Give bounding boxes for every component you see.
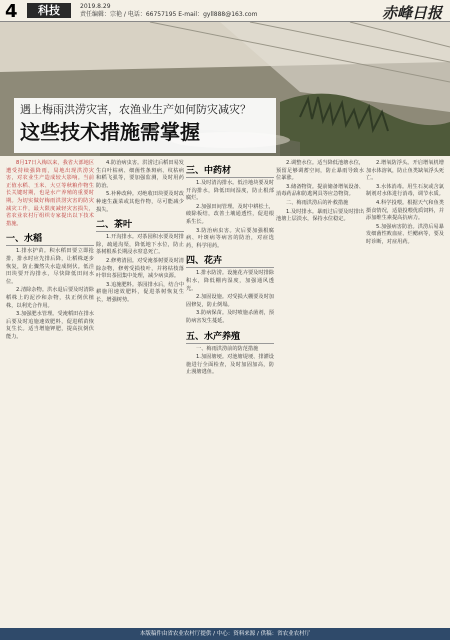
article-paragraph: 1.及时排水。暴雨过后要及时排出池塘上层淡水，保持水位稳定。 [276,208,364,223]
section-heading-herbs: 三、中药材 [186,163,274,178]
article-paragraph: 2.调整水位。适当降低池塘水位，预留足够调蓄空间，防止暴雨导致水位暴涨。 [276,160,364,182]
article-paragraph: 3.储备物资。提前储备增氧设备、消毒药品和防逃网具等应急物资。 [276,183,364,198]
article-paragraph: 1.排水防涝。设施花卉要及时排除积水，降低棚内湿度，加强通风透光。 [186,270,274,292]
article-paragraph: 2.加固设施。对受损大棚要及时加固修复，防止倒塌。 [186,294,274,308]
article-paragraph: 二、梅雨洪涝后的补救措施 [286,199,349,206]
article-paragraph: 2.清除杂物。洪水退后要及时清除稻株上的泥沙和杂物，扶正倒伏植株，以利光合作用。 [6,287,94,309]
article-paragraph: 4.防治病虫害。洪涝过后稻田易发生白叶枯病、细菌性条斑病、纹枯病和稻飞虱等，要加强监测，及时用药防治。 [96,160,184,189]
issue-meta [80,3,257,19]
section-heading-aquaculture: 五、水产养殖 [186,329,274,344]
article-paragraph: 一、梅雨洪涝前的防范措施 [196,345,259,352]
article-paragraph: 3.水体消毒。用生石灰或含氯制剂对水体进行消毒，调节水质。 [366,183,444,198]
headline-subtitle: 遇上梅雨洪涝灾害，农渔业生产如何防灾减灾？ [20,103,251,116]
intro-paragraph: 8月17日入梅以来，我省大部地区遭受持续强降雨，局地出现洪涝灾害，对农业生产造成较大影响。当前正值水稻、玉米、大豆等秋粮作物生长关键时期，也是水产养殖的重要时期。为切实做好梅雨洪涝灾害的防灾减灾工作，最大限度减轻灾害损失，省农业农村厅组织专家提出以下技术措施。 [6,160,94,227]
masthead [0,0,450,22]
page-number: 4 [5,1,18,22]
column-2 [96,160,184,306]
column-5 [366,160,444,248]
headline-title: 这些技术措施需掌握 [20,120,200,144]
article-paragraph: 2.修剪清园。对受淹茶树要及时清除杂物，修剪受损枝叶，并将枯枝落叶带出茶园集中处理，减少病虫源。 [96,257,184,280]
article-paragraph: 3.追施肥料。茶园排水后，结合中耕施用速效肥料，促进茶树恢复生长，增强树势。 [96,281,184,303]
article-paragraph: 1.加固塘埂。对池塘堤埂、排灌设施进行全面检查，及时加固加高，防止漫塘逃鱼。 [186,354,274,376]
section-tag: 科技 [27,3,71,18]
section-heading-flowers: 四、花卉 [186,253,274,268]
section-heading-tea: 二、茶叶 [96,217,184,232]
article-paragraph: 4.科学投喂。根据天气和鱼类摄食情况，适量投喂优质饲料，并添加维生素提高抗病力。 [366,199,444,222]
column-4 [276,160,364,225]
article-paragraph: 3.防病保苗。及时喷施杀菌剂，预防病害发生蔓延。 [186,310,274,324]
headline-box [14,98,276,153]
article-paragraph: 1.开沟排水。对茶园积水要及时排除，疏通沟渠，降低地下水位，防止茶树根系长期浸水窒息死亡。 [96,234,184,256]
column-1 [6,160,94,342]
editor-contact: 责任编辑：宗艳 / 电话：66757195 E-mail：gyll888@163.com [80,11,258,18]
article-paragraph: 3.防治病虫害。灾后要加强根腐病、叶斑病等病害的防治，对症选药，科学用药。 [186,227,274,249]
newspaper-logo: 赤峰日报 [381,4,442,22]
article-paragraph: 1.排水护苗。积水稻田要立即抢排，排水时应先排后降，让稻株逐步恢复，防止骤然失水造成倒伏。低洼田块要开沟排水，尽快降低田间水位。 [6,248,94,285]
article-paragraph: 3.加强肥水管理。受淹稻田在排水后要及时追施速效肥料，促进稻苗恢复生长。适当增施钾肥，提高抗倒伏能力。 [6,311,94,340]
article-paragraph: 5.补种改种。对绝收田块要及时改种速生蔬菜或其他作物，尽可能减少损失。 [96,191,184,213]
article-paragraph: 1.及时清沟排水。低洼地块要及时开沟排水，降低田间湿度，防止根部腐烂。 [186,180,274,202]
hero-image [0,22,450,156]
article-paragraph: 2.加强田间管理。及时中耕松土，破除板结，改善土壤通透性，促进根系生长。 [186,203,274,225]
article-paragraph: 2.增氧防浮头。开启增氧机增加水体溶氧，防止鱼类缺氧浮头死亡。 [366,160,444,182]
article-paragraph: 5.加强病害防治。洪涝后易暴发细菌性败血症、烂鳃病等，要及时诊断，对症用药。 [366,223,444,245]
column-3 [186,160,274,378]
issue-date: 2019.8.29 [80,3,111,10]
page-footer: 本版稿件由省农业农村厅提供 / 中心：资料来源 / 供稿：省农业农村厅 [0,628,450,640]
section-heading-rice: 一、水稻 [6,231,94,246]
